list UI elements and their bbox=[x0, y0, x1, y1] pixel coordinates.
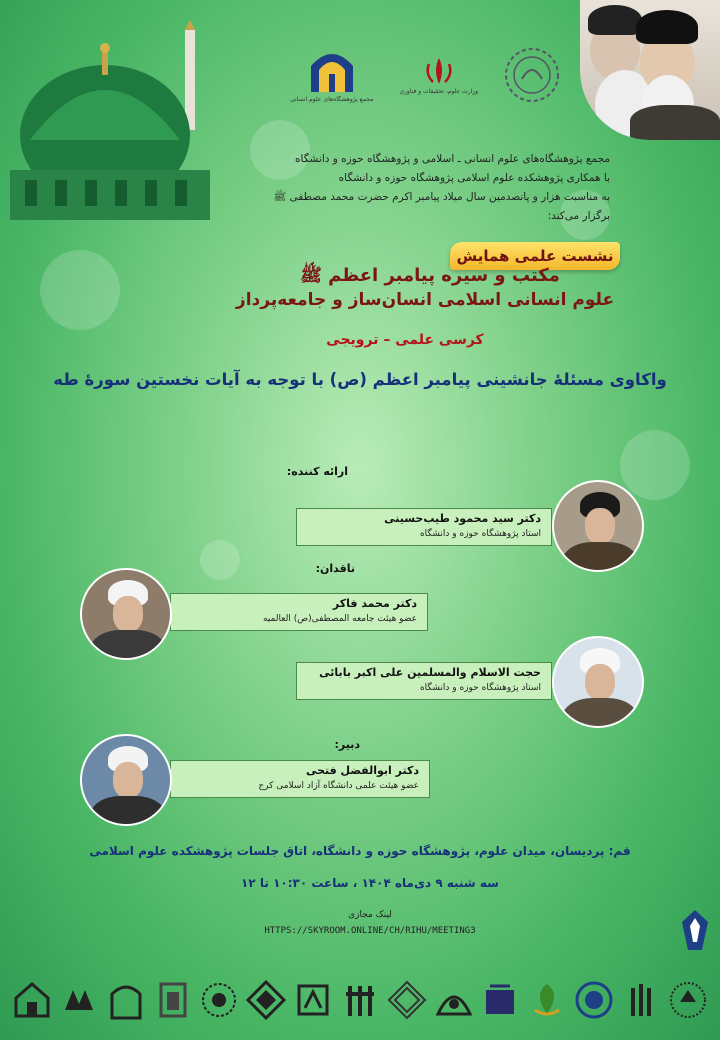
critic1-card bbox=[170, 593, 428, 631]
critic2-role: استاد پژوهشگاه حوزه و دانشگاه bbox=[419, 683, 541, 693]
session-type: کرسی علمی – ترویجی bbox=[326, 332, 484, 348]
organizer-line: با همکاری پژوهشکده علوم اسلامی پژوهشگاه حوزه و دانشگاه bbox=[338, 172, 610, 184]
ministry-emblem-icon bbox=[419, 56, 459, 86]
presenter-role: استاد پژوهشگاه حوزه و دانشگاه bbox=[419, 529, 541, 539]
anniversary-1500-logo bbox=[504, 47, 560, 103]
partner-emblem-icon bbox=[668, 980, 708, 1020]
hawzah-logo-caption: مجمع پژوهشگاه‌های علوم انسانی bbox=[290, 95, 374, 103]
presenter-name: دکتر سید محمود طیب‌حسینی bbox=[384, 512, 541, 525]
top-logos-row bbox=[290, 40, 560, 110]
partner-logo bbox=[572, 976, 616, 1024]
partner-logo bbox=[525, 976, 569, 1024]
partner-emblem-icon bbox=[574, 980, 614, 1020]
secretary-card bbox=[170, 760, 430, 798]
online-link-label: لینک مجازی bbox=[348, 910, 392, 920]
bokeh-decoration bbox=[620, 430, 690, 500]
partner-emblem-icon bbox=[527, 980, 567, 1020]
azad-emblem-icon bbox=[680, 908, 710, 952]
session-topic: واکاوی مسئلهٔ جانشینی پیامبر اعظم (ص) با توجه به آیات نخستین سورهٔ طه bbox=[53, 370, 667, 389]
critic1-photo bbox=[80, 568, 172, 660]
critic1-name: دکتر محمد فاکر bbox=[332, 597, 417, 610]
presenter-photo bbox=[552, 480, 644, 572]
organizer-line: به مناسبت هزار و پانصدمین سال میلاد پیامبر اکرم حضرت محمد مصطفی ﷺ bbox=[273, 191, 610, 203]
critic2-name: حجت الاسلام والمسلمین علی اکبر بابائی bbox=[319, 666, 541, 679]
partner-logo bbox=[197, 976, 241, 1024]
event-title-line1: مکتب و سیره پیامبر اعظم ﷺ bbox=[300, 265, 560, 286]
critics-label: ناقدان: bbox=[315, 562, 355, 575]
hawzah-emblem-icon bbox=[303, 48, 361, 94]
event-banner: نشست علمی همایش bbox=[450, 242, 620, 270]
partner-emblem-icon bbox=[293, 980, 333, 1020]
secretary-name: دکتر ابوالفضل فتحی bbox=[305, 764, 419, 777]
azad-university-logo bbox=[678, 905, 712, 955]
partner-emblem-icon bbox=[199, 980, 239, 1020]
partner-logo bbox=[385, 976, 429, 1024]
online-link-url[interactable]: HTTPS://SKYROOM.ONLINE/CH/RIHU/MEETING3 bbox=[264, 926, 476, 936]
secretary-photo bbox=[80, 734, 172, 826]
datetime-text: سه شنبه ۹ دی‌ماه ۱۴۰۴ ، ساعت ۱۰:۳۰ تا ۱۲ bbox=[241, 876, 499, 890]
partner-logo bbox=[478, 976, 522, 1024]
organizer-line: مجمع پژوهشگاه‌های علوم انسانی ـ اسلامی و پژوهشگاه حوزه و دانشگاه bbox=[295, 153, 610, 165]
partner-emblem-icon bbox=[387, 980, 427, 1020]
partner-logo bbox=[432, 976, 476, 1024]
anniversary-emblem-icon bbox=[504, 47, 560, 103]
partner-emblem-icon bbox=[12, 980, 52, 1020]
partner-logo bbox=[151, 976, 195, 1024]
hawzah-logo bbox=[290, 48, 373, 103]
partner-emblem-icon bbox=[106, 980, 146, 1020]
critic2-photo bbox=[552, 636, 644, 728]
partner-logo bbox=[619, 976, 663, 1024]
leaders-portrait bbox=[580, 0, 720, 140]
partner-logo bbox=[10, 976, 54, 1024]
partner-emblem-icon bbox=[153, 980, 193, 1020]
partner-logo bbox=[291, 976, 335, 1024]
critic1-role: عضو هیئت جامعه المصطفی(ص) العالمیه bbox=[263, 614, 417, 624]
partner-emblem-icon bbox=[434, 980, 474, 1020]
partner-logo bbox=[338, 976, 382, 1024]
secretary-role: عضو هیئت علمی دانشگاه آزاد اسلامی کرج bbox=[258, 781, 419, 791]
partner-emblem-icon bbox=[621, 980, 661, 1020]
partner-logo bbox=[57, 976, 101, 1024]
bokeh-decoration bbox=[200, 540, 240, 580]
partner-emblem-icon bbox=[59, 980, 99, 1020]
partner-emblem-icon bbox=[480, 980, 520, 1020]
partner-logo bbox=[666, 976, 710, 1024]
venue-text: قم: پردیسان، میدان علوم، پژوهشگاه حوزه و دانشگاه، اتاق جلسات پژوهشکده علوم اسلامی bbox=[89, 844, 631, 858]
partner-logo bbox=[104, 976, 148, 1024]
partner-logos-strip bbox=[10, 968, 710, 1032]
ministry-logo bbox=[399, 56, 478, 95]
critic2-card bbox=[296, 662, 552, 700]
presenter-card bbox=[296, 508, 552, 546]
event-title-line2: علوم انسانی اسلامی انسان‌ساز و جامعه‌پرداز bbox=[235, 290, 615, 310]
organizer-line: برگزار می‌کند: bbox=[547, 210, 610, 222]
partner-emblem-icon bbox=[340, 980, 380, 1020]
organizers-block bbox=[190, 150, 610, 226]
presenter-label: ارائه کننده: bbox=[286, 465, 348, 478]
ministry-logo-caption: وزارت علوم، تحقیقات و فناوری bbox=[399, 87, 479, 95]
secretary-label: دبیر: bbox=[334, 738, 360, 751]
partner-emblem-icon bbox=[246, 980, 286, 1020]
partner-logo bbox=[244, 976, 288, 1024]
